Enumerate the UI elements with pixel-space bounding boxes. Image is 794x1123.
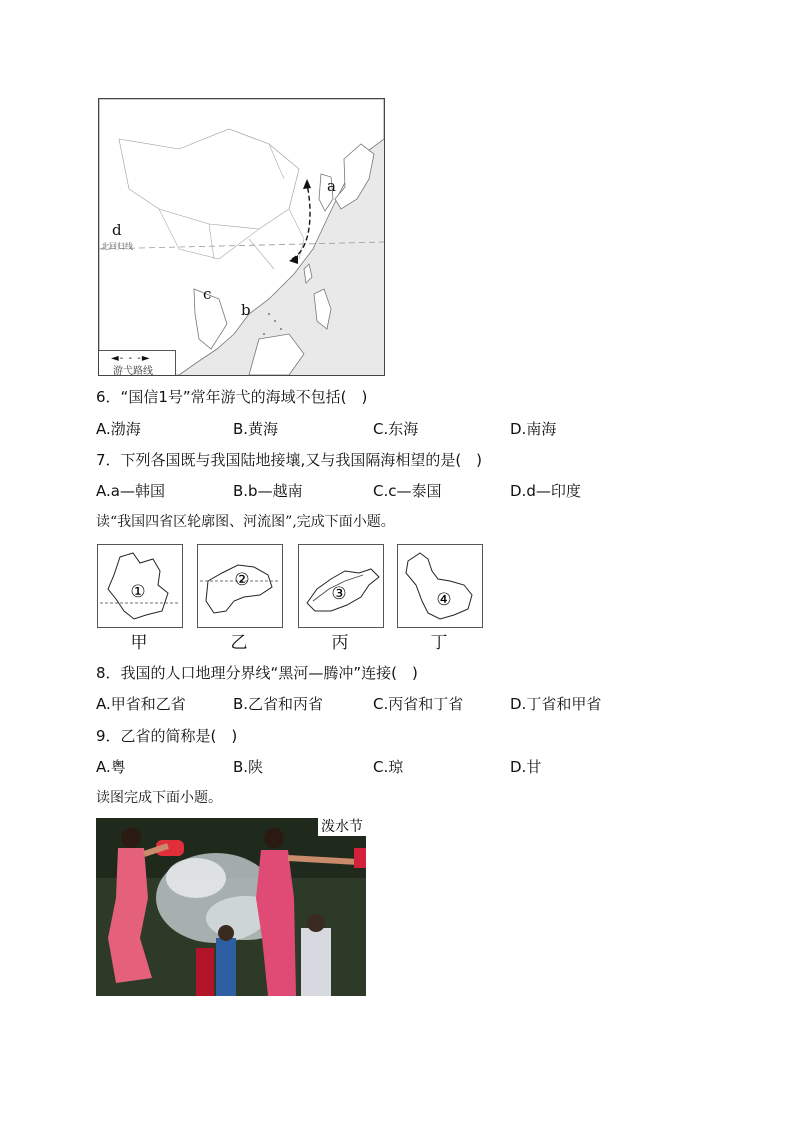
question-9-option-c[interactable]: C.琼	[373, 758, 404, 776]
question-6-option-a[interactable]: A.渤海	[96, 420, 141, 438]
question-8-option-d[interactable]: D.丁省和甲省	[510, 695, 602, 713]
map-legend	[99, 350, 176, 375]
province-label-jia: 甲	[130, 633, 148, 653]
route-arrow-icon: ◄- - -►	[111, 353, 151, 364]
province-label-bing: 丙	[331, 633, 349, 653]
province-outline-2	[198, 545, 282, 627]
province-box-1	[97, 544, 183, 628]
map-graphic	[99, 99, 384, 375]
question-7-option-b[interactable]: B.b—越南	[233, 482, 303, 500]
water-festival-photo	[96, 818, 366, 996]
province-outline-4	[398, 545, 482, 627]
question-8-option-c[interactable]: C.丙省和丁省	[373, 695, 464, 713]
asia-map	[98, 98, 385, 376]
tropic-label: 北回归线	[101, 242, 133, 251]
province-outline-3	[299, 545, 383, 627]
question-7-option-d[interactable]: D.d—印度	[510, 482, 581, 500]
legend-text: 游弋路线	[113, 366, 153, 376]
province-number-2: ②	[234, 570, 250, 590]
map-label-d: d	[112, 221, 122, 239]
question-9-option-b[interactable]: B.陕	[233, 758, 264, 776]
intro-provinces: 读“我国四省区轮廓图、河流图”,完成下面小题。	[96, 514, 395, 530]
intro-photo: 读图完成下面小题。	[96, 790, 222, 806]
question-6-option-d[interactable]: D.南海	[510, 420, 557, 438]
province-box-2	[197, 544, 283, 628]
map-label-b: b	[241, 301, 251, 319]
question-9-option-d[interactable]: D.甘	[510, 758, 542, 776]
question-9-stem: 9．乙省的简称是( )	[96, 727, 238, 745]
question-6-option-b[interactable]: B.黄海	[233, 420, 279, 438]
question-9-option-a[interactable]: A.粤	[96, 758, 126, 776]
question-7-option-a[interactable]: A.a—韩国	[96, 482, 165, 500]
province-outline-1	[98, 545, 182, 627]
province-box-4	[397, 544, 483, 628]
map-label-a: a	[327, 177, 336, 195]
province-number-4: ④	[436, 590, 452, 610]
province-label-yi: 乙	[230, 633, 248, 653]
province-number-1: ①	[130, 582, 146, 602]
question-6-stem: 6．“国信1号”常年游弋的海域不包括( )	[96, 388, 368, 406]
question-7-stem: 7．下列各国既与我国陆地接壤,又与我国隔海相望的是( )	[96, 451, 483, 469]
question-8-option-b[interactable]: B.乙省和丙省	[233, 695, 324, 713]
question-7-option-c[interactable]: C.c—泰国	[373, 482, 442, 500]
photo-graphic	[96, 818, 366, 996]
province-number-3: ③	[331, 584, 347, 604]
question-6-option-c[interactable]: C.东海	[373, 420, 419, 438]
province-box-3	[298, 544, 384, 628]
province-label-ding: 丁	[430, 633, 448, 653]
photo-caption: 泼水节	[318, 818, 366, 836]
question-8-stem: 8．我国的人口地理分界线“黑河—腾冲”连接( )	[96, 664, 418, 682]
question-8-option-a[interactable]: A.甲省和乙省	[96, 695, 186, 713]
map-label-c: c	[203, 285, 212, 303]
